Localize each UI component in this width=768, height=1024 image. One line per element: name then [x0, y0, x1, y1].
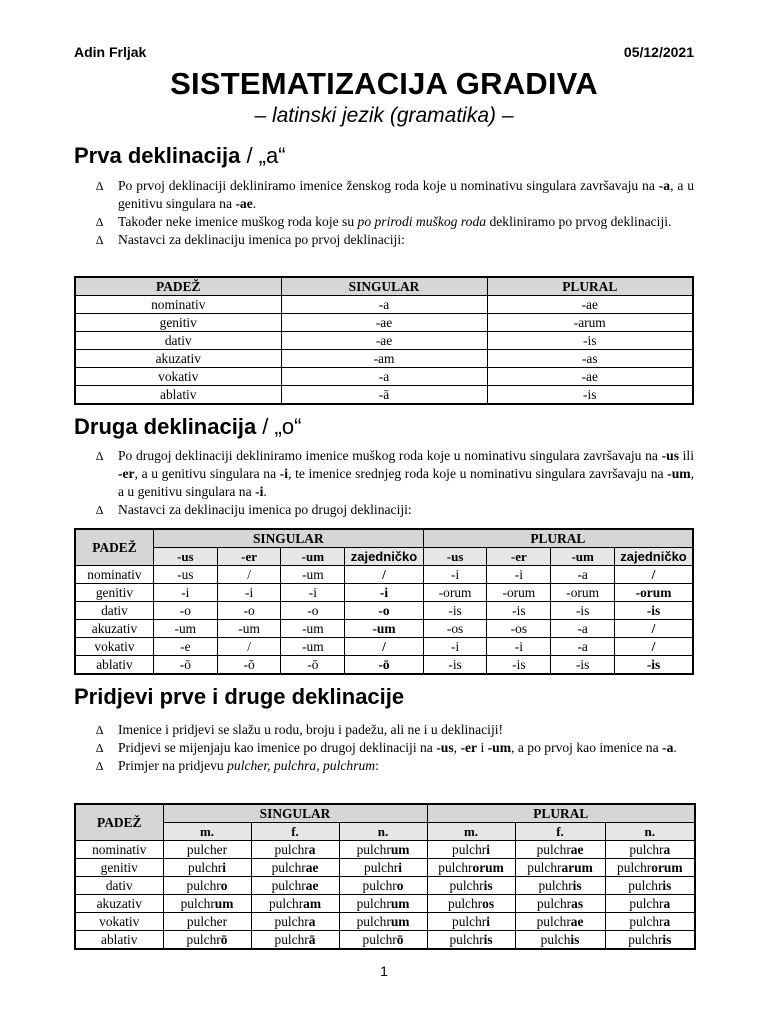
table-cell	[163, 859, 251, 877]
table-second-declension	[74, 528, 694, 675]
table-cell: vokativ	[75, 638, 153, 656]
stem: pulchr	[452, 913, 487, 929]
stem: pulchr	[271, 859, 306, 875]
column-header: n.	[605, 823, 695, 841]
ending: um	[214, 895, 234, 911]
ending: os	[482, 895, 495, 911]
ending: is	[662, 877, 672, 893]
table-cell: -is	[487, 602, 551, 620]
table-cell: -o	[281, 602, 345, 620]
table-cell: -a	[551, 566, 615, 584]
ending: um	[390, 895, 410, 911]
table-cell	[515, 841, 605, 859]
table-cell	[605, 841, 695, 859]
column-header: -er	[487, 548, 551, 566]
table-cell: -ā	[281, 386, 487, 405]
ending: a	[663, 913, 671, 929]
stem: pulchr	[356, 841, 391, 857]
table-cell: -i	[345, 584, 423, 602]
ending: i	[486, 841, 490, 857]
stem: pulchr	[628, 931, 663, 947]
table-cell: dativ	[75, 877, 163, 895]
text: , a u genitivu singulara na	[134, 466, 280, 481]
page-number: 1	[380, 963, 388, 979]
section-heading-pridjevi: Pridjevi prve i druge deklinacije	[74, 684, 405, 709]
text: Po drugoj deklinaciji dekliniramo imenice muškog roda koje u nominativu singulara završavaju na	[118, 448, 662, 463]
table-cell: -ae	[487, 296, 693, 314]
stem: pulchr	[617, 859, 652, 875]
group-header: SINGULAR	[153, 529, 423, 548]
triangle-bullet-icon: ∆	[96, 723, 104, 737]
ending: a	[663, 841, 671, 857]
table-cell: -ō	[345, 656, 423, 675]
stem: pulchr	[268, 895, 304, 911]
table-cell: -os	[487, 620, 551, 638]
column-header: PADEŽ	[75, 277, 281, 296]
table-cell: -um	[281, 638, 345, 656]
emphasis: -um	[667, 466, 691, 481]
triangle-bullet-icon: ∆	[96, 179, 104, 193]
stem: pulchr	[629, 841, 664, 857]
table-cell: /	[615, 638, 693, 656]
ending: i	[398, 859, 402, 875]
table-cell: /	[217, 638, 281, 656]
bullet-item	[96, 501, 694, 519]
text: dekliniramo po prvog deklinaciji.	[486, 214, 672, 229]
table-cell: -e	[153, 638, 217, 656]
table-cell	[427, 841, 515, 859]
table-cell	[339, 859, 427, 877]
table-cell: -a	[281, 368, 487, 386]
table-cell	[163, 841, 251, 859]
table-cell: -um	[217, 620, 281, 638]
stem: pulchr	[274, 841, 309, 857]
table-cell: ablativ	[75, 386, 281, 405]
page-title: SISTEMATIZACIJA GRADIVA	[170, 66, 598, 101]
table-cell: /	[345, 566, 423, 584]
table-cell	[163, 931, 251, 950]
table-row	[75, 296, 693, 314]
table-cell: -o	[345, 602, 423, 620]
bullet-item	[96, 177, 694, 213]
emphasis: -us	[436, 740, 454, 755]
table-row	[75, 314, 693, 332]
column-header: -us	[423, 548, 487, 566]
table-cell: -ae	[281, 314, 487, 332]
ending: am	[303, 895, 322, 911]
text: , a u genitivu singulara na	[118, 178, 694, 211]
emphasis: -us	[661, 448, 679, 463]
table-cell: -is	[615, 602, 693, 620]
table-row	[75, 656, 693, 675]
section2-bullets	[96, 447, 694, 519]
table-cell	[339, 877, 427, 895]
column-header: n.	[339, 823, 427, 841]
table-cell: akuzativ	[75, 620, 153, 638]
stem: pulchr	[364, 859, 399, 875]
stem: pulchr	[186, 877, 221, 893]
ending: ae	[570, 913, 584, 929]
table-cell: -ō	[153, 656, 217, 675]
ending: a	[308, 841, 316, 857]
text: .	[252, 196, 257, 211]
table-cell	[427, 913, 515, 931]
table-cell: -i	[423, 566, 487, 584]
stem: pulcher	[186, 841, 228, 857]
section3-bullets	[96, 721, 694, 775]
table-cell	[427, 931, 515, 950]
table-cell: dativ	[75, 602, 153, 620]
ending: orum	[651, 859, 683, 875]
ending: is	[483, 931, 493, 947]
text: Imenice i pridjevi se slažu u rodu, broju i padežu, ali ne i u deklinaciji!	[118, 722, 504, 737]
ending: ae	[305, 859, 319, 875]
table-cell: -orum	[487, 584, 551, 602]
bullet-item	[96, 721, 694, 739]
stem: pulchr	[438, 859, 473, 875]
table-cell	[339, 895, 427, 913]
table-cell: -am	[281, 350, 487, 368]
column-header: f.	[251, 823, 339, 841]
table-cell: ablativ	[75, 931, 163, 950]
text: .	[263, 484, 267, 499]
ending: o	[220, 877, 228, 893]
section1-bullets	[96, 177, 694, 249]
ending: is	[572, 877, 582, 893]
table-cell: -orum	[423, 584, 487, 602]
table-cell: -a	[551, 620, 615, 638]
table-cell	[251, 931, 339, 950]
triangle-bullet-icon: ∆	[96, 759, 104, 773]
emphasis: -er	[118, 466, 135, 481]
table-cell: -i	[487, 566, 551, 584]
table-cell: -a	[551, 638, 615, 656]
text: Primjer na pridjevu	[118, 758, 228, 773]
text: Pridjevi se mijenjaju kao imenice po drugoj deklinaciji na	[118, 740, 437, 755]
group-header: PLURAL	[423, 529, 693, 548]
stem: pulchr	[629, 895, 664, 911]
section-heading-druga: Druga deklinacija / „o“	[74, 414, 302, 439]
header-row	[75, 277, 693, 296]
table-cell: -a	[281, 296, 487, 314]
stem: pulchr	[274, 913, 309, 929]
triangle-bullet-icon: ∆	[96, 215, 104, 229]
bullet-item	[96, 231, 694, 249]
triangle-bullet-icon: ∆	[96, 503, 104, 517]
ending: a	[663, 895, 671, 911]
text: Nastavci za deklinaciju imenica po prvoj deklinaciji:	[118, 232, 405, 247]
table-cell: -as	[487, 350, 693, 368]
ending: is	[483, 877, 493, 893]
emphasis: -i	[279, 466, 289, 481]
table-cell: nominativ	[75, 296, 281, 314]
table-cell: akuzativ	[75, 895, 163, 913]
header-row	[75, 529, 693, 548]
table-cell: -orum	[615, 584, 693, 602]
table-adjectives	[74, 803, 696, 950]
table-cell	[339, 931, 427, 950]
table-cell	[251, 841, 339, 859]
table-row	[75, 584, 693, 602]
table-cell: -is	[551, 656, 615, 675]
emphasis: -a	[662, 740, 674, 755]
table-first-declension	[74, 276, 694, 405]
table-cell: -i	[217, 584, 281, 602]
ending: a	[308, 913, 316, 929]
stem: pulchr	[356, 913, 391, 929]
table-cell	[163, 913, 251, 931]
page-subtitle: – latinski jezik (gramatika) –	[254, 104, 514, 127]
bullet-item	[96, 739, 694, 757]
table-row	[75, 877, 695, 895]
table-cell: ablativ	[75, 656, 153, 675]
stem: pulchr	[449, 931, 484, 947]
table-cell	[339, 841, 427, 859]
text: , a po prvoj kao imenice na	[511, 740, 663, 755]
emphasis: pulcher, pulchra, pulchrum	[227, 758, 376, 773]
column-header: m.	[427, 823, 515, 841]
table-row	[75, 895, 695, 913]
table-cell: -ō	[281, 656, 345, 675]
table-cell: -o	[217, 602, 281, 620]
group-header: SINGULAR	[163, 804, 427, 823]
stem: pulchr	[180, 895, 215, 911]
column-header: f.	[515, 823, 605, 841]
table-cell: -um	[281, 566, 345, 584]
table-cell: -os	[423, 620, 487, 638]
column-header: SINGULAR	[281, 277, 487, 296]
table-row	[75, 931, 695, 950]
table-cell: dativ	[75, 332, 281, 350]
column-header: -er	[217, 548, 281, 566]
ending: arum	[561, 859, 593, 875]
table-cell: -is	[487, 656, 551, 675]
text: Nastavci za deklinaciju imenica po drugoj deklinaciji:	[118, 502, 412, 517]
ending: ā	[308, 931, 316, 947]
emphasis: -i	[255, 484, 264, 499]
table-cell: -us	[153, 566, 217, 584]
table-cell	[605, 877, 695, 895]
table-cell	[515, 859, 605, 877]
table-cell: -i	[423, 638, 487, 656]
table-row	[75, 859, 695, 877]
text: .	[673, 740, 677, 755]
ending: as	[571, 895, 584, 911]
emphasis: -er	[460, 740, 478, 755]
ending: is	[662, 931, 672, 947]
text: , te imenice srednjeg roda koje u nominativu singulara završavaju na	[288, 466, 668, 481]
table-cell	[251, 895, 339, 913]
table-row	[75, 638, 693, 656]
stem: pulchr	[274, 931, 309, 947]
ending: o	[396, 877, 404, 893]
column-header: PLURAL	[487, 277, 693, 296]
text: i	[477, 740, 488, 755]
ending: ae	[305, 877, 319, 893]
column-header: -um	[281, 548, 345, 566]
table-cell: vokativ	[75, 368, 281, 386]
table-row	[75, 602, 693, 620]
column-header: zajedničko	[615, 548, 693, 566]
table-row	[75, 841, 695, 859]
column-header: -um	[551, 548, 615, 566]
table-cell	[515, 895, 605, 913]
ending: i	[222, 859, 226, 875]
emphasis: po prirodi muškog roda	[357, 214, 487, 229]
table-cell: genitiv	[75, 584, 153, 602]
triangle-bullet-icon: ∆	[96, 741, 104, 755]
table-cell: -um	[153, 620, 217, 638]
table-cell: akuzativ	[75, 350, 281, 368]
stem: pulchr	[447, 895, 483, 911]
stem: pulchr	[538, 877, 573, 893]
table-cell: -ae	[487, 368, 693, 386]
stem: pulchr	[186, 931, 221, 947]
emphasis: -a	[658, 178, 671, 193]
table-cell	[427, 859, 515, 877]
table-row	[75, 332, 693, 350]
table-cell: /	[217, 566, 281, 584]
section-heading-prva: Prva deklinacija / „a“	[74, 143, 286, 168]
table-row	[75, 350, 693, 368]
group-header: PLURAL	[427, 804, 695, 823]
ending: i	[486, 913, 490, 929]
table-row	[75, 566, 693, 584]
text: ili	[679, 448, 694, 463]
table-row	[75, 620, 693, 638]
stem: pulch	[540, 931, 571, 947]
ending: ō	[220, 931, 228, 947]
table-cell: /	[345, 638, 423, 656]
table-cell	[427, 895, 515, 913]
date: 05/12/2021	[623, 44, 694, 60]
ending: ae	[570, 841, 584, 857]
table-cell: nominativ	[75, 841, 163, 859]
stem: pulchr	[362, 877, 397, 893]
table-cell	[339, 913, 427, 931]
text: ,	[453, 740, 461, 755]
table-cell: /	[615, 620, 693, 638]
column-header: PADEŽ	[75, 804, 163, 841]
bullet-item	[96, 757, 694, 775]
table-cell: genitiv	[75, 859, 163, 877]
ending: orum	[472, 859, 504, 875]
bullet-item	[96, 213, 694, 231]
table-cell	[427, 877, 515, 895]
text: :	[375, 758, 379, 773]
table-cell	[163, 895, 251, 913]
author: Adin Frljak	[74, 44, 147, 60]
stem: pulchr	[628, 877, 663, 893]
table-cell	[515, 913, 605, 931]
table-cell: -is	[487, 386, 693, 405]
table-cell: -i	[153, 584, 217, 602]
ending: ō	[396, 931, 404, 947]
table-cell	[251, 877, 339, 895]
ending: um	[390, 913, 410, 929]
table-cell: nominativ	[75, 566, 153, 584]
subheader-row	[75, 823, 695, 841]
column-header: m.	[163, 823, 251, 841]
subheader-row	[75, 548, 693, 566]
emphasis: -um	[487, 740, 512, 755]
table-cell: -arum	[487, 314, 693, 332]
triangle-bullet-icon: ∆	[96, 233, 104, 247]
text: Također neke imenice muškog roda koje su	[118, 214, 358, 229]
stem: pulchr	[271, 877, 306, 893]
stem: pulchr	[536, 841, 571, 857]
text: Po prvoj deklinaciji dekliniramo imenice ženskog roda koje u nominativu singulara završavaju na	[118, 178, 659, 193]
table-cell: -is	[487, 332, 693, 350]
table-cell	[251, 859, 339, 877]
header-row	[75, 804, 695, 823]
stem: pulchr	[449, 877, 484, 893]
table-cell	[605, 931, 695, 950]
table-cell	[605, 913, 695, 931]
table-cell: -is	[615, 656, 693, 675]
stem: pulchr	[527, 859, 562, 875]
stem: pulchr	[356, 895, 391, 911]
table-cell	[251, 913, 339, 931]
column-header: zajedničko	[345, 548, 423, 566]
table-cell: -ō	[217, 656, 281, 675]
table-cell	[605, 859, 695, 877]
table-cell: -ae	[281, 332, 487, 350]
stem: pulchr	[362, 931, 397, 947]
stem: pulchr	[452, 841, 487, 857]
table-cell: genitiv	[75, 314, 281, 332]
table-row	[75, 368, 693, 386]
table-row	[75, 386, 693, 405]
column-header: PADEŽ	[75, 529, 153, 566]
table-cell: -i	[281, 584, 345, 602]
stem: pulchr	[536, 895, 572, 911]
table-cell	[605, 895, 695, 913]
table-cell	[515, 931, 605, 950]
table-cell: -um	[281, 620, 345, 638]
emphasis: -ae	[235, 196, 253, 211]
text: , a u genitivu singulara na	[118, 466, 694, 499]
table-cell	[163, 877, 251, 895]
ending: um	[390, 841, 410, 857]
stem: pulchr	[188, 859, 223, 875]
table-cell: -um	[345, 620, 423, 638]
bullet-item	[96, 447, 694, 501]
table-cell: /	[615, 566, 693, 584]
table-cell: -i	[487, 638, 551, 656]
stem: pulchr	[629, 913, 664, 929]
triangle-bullet-icon: ∆	[96, 449, 104, 463]
table-cell: -is	[423, 656, 487, 675]
table-row	[75, 913, 695, 931]
table-cell: vokativ	[75, 913, 163, 931]
stem: pulchr	[536, 913, 571, 929]
table-cell: -orum	[551, 584, 615, 602]
column-header: -us	[153, 548, 217, 566]
table-cell: -o	[153, 602, 217, 620]
ending: is	[570, 931, 580, 947]
table-cell	[515, 877, 605, 895]
table-cell: -is	[551, 602, 615, 620]
stem: pulcher	[186, 913, 228, 929]
table-cell: -is	[423, 602, 487, 620]
